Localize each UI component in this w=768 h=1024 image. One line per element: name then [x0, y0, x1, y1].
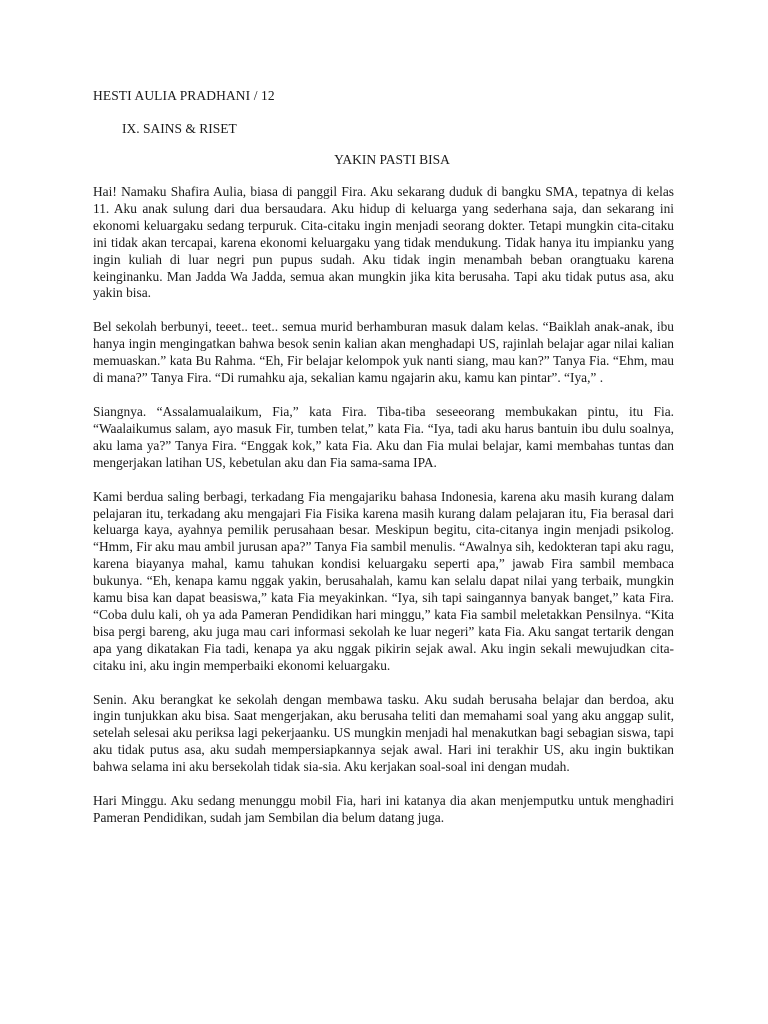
paragraph-sharing: Kami berdua saling berbagi, terkadang Fia mengajariku bahasa Indonesia, karena aku masih kurang dalam pelajaran itu, terkadang aku mengajari Fia Fisika karena masih kurang dalam pelajaran itu, Fia berasal dari keluarga kaya, ayahnya pemilik perusahaan besar. Meskipun begitu, cita-citanya ingin menjadi psikolog. “Hmm, Fir aku mau ambil jurusan apa?” Tanya Fia sambil menulis. “Awalnya sih, kedokteran tapi aku ragu, karena biayanya mahal, kamu tahukan kondisi keluargaku seperti apa,” jawab Fira sambil membaca bukunya. “Eh, kenapa kamu nggak yakin, berusahalah, kamu kan selalu dapat nilai yang terbaik, mungkin kamu bisa kan dapat beasiswa,” kata Fia meyakinkan. “Iya, sih tapi saingannya banyak banget,” kata Fira. “Coba dulu kali, oh ya ada Pameran Pendidikan hari minggu,” kata Fia sambil meletakkan Pensilnya. “Kita bisa pergi bareng, aku juga mau cari informasi sekolah ke luar negeri” kata Fia. Aku sangat tertarik dengan apa yang dikatakan Fia tadi, kenapa ya aku nggak pikirin sejak awal. Aku ingin sekali mewujudkan cita-citaku ini, aku ingin memperbaiki ekonomi keluargaku.	[93, 488, 674, 673]
story-title: YAKIN PASTI BISA	[334, 152, 450, 167]
paragraph-afternoon: Siangnya. “Assalamualaikum, Fia,” kata Fira. Tiba-tiba seseeorang membukakan pintu, itu Fia. “Waalaikumus salam, ayo masuk Fir, tumben telat,” kata Fia. “Iya, tadi aku harus bantuin ibu dulu soalnya, aku lama ya?” Tanya Fira. “Enggak kok,” kata Fia. Aku dan Fia mulai belajar, kami membahas tuntas dan mengerjakan latihan US, kebetulan aku dan Fia sama-sama IPA.	[93, 403, 674, 470]
paragraph-sunday: Hari Minggu. Aku sedang menunggu mobil Fia, hari ini katanya dia akan menjemputku untuk menghadiri Pameran Pendidikan, sudah jam Sembilan dia belum datang juga.	[93, 793, 674, 825]
class-line: IX. SAINS & RISET	[122, 121, 237, 136]
story-body	[93, 184, 674, 844]
author-name-line: HESTI AULIA PRADHANI / 12	[93, 88, 275, 103]
paragraph-school-bell: Bel sekolah berbunyi, teeet.. teet.. semua murid berhamburan masuk dalam kelas. “Baiklah anak-anak, ibu hanya ingin mengingatkan bahwa besok senin kalian akan menghadapi US, rajinlah belajar agar nilai kalian memuaskan.” kata Bu Rahma. “Eh, Fir belajar kelompok yuk nanti siang, mau kan?” Tanya Fia. “Ehm, mau di mana?” Tanya Fira. “Di rumahku aja, sekalian kamu ngajarin aku, kamu kan pintar”. “Iya,” .	[93, 319, 674, 386]
paragraph-intro: Hai! Namaku Shafira Aulia, biasa di panggil Fira. Aku sekarang duduk di bangku SMA, tepatnya di kelas 11. Aku anak sulung dari dua bersaudara. Aku hidup di keluarga yang sederhana saja, dan sekarang ini ekonomi keluargaku sedang terpuruk. Cita-citaku ingin menjadi seorang dokter. Tetapi mungkin cita-citaku ini tidak akan tercapai, karena ekonomi keluargaku yang tidak mendukung. Tidak hanya itu impianku yang ingin kuliah di luar negri pun pupus sudah. Aku tidak ingin menambah beban orangtuaku karena keinginanku. Man Jadda Wa Jadda, semua akan mungkin jika kita berusaha. Tapi aku tidak putus asa, aku yakin bisa.	[93, 184, 674, 301]
paragraph-monday: Senin. Aku berangkat ke sekolah dengan membawa tasku. Aku sudah berusaha belajar dan berdoa, aku ingin tunjukkan aku bisa. Saat mengerjakan, aku berusaha teliti dan memahami soal yang aku anggap sulit, setelah selesai aku periksa lagi pekerjaanku. US mungkin menjadi hal menakutkan bagi sebagian siswa, tapi aku tidak putus asa, aku sudah mempersiapkannya sejak awal. Hari ini terakhir US, aku ingin buktikan bahwa selama ini aku bersekolah tidak sia-sia. Aku kerjakan soal-soal ini dengan mudah.	[93, 691, 674, 775]
